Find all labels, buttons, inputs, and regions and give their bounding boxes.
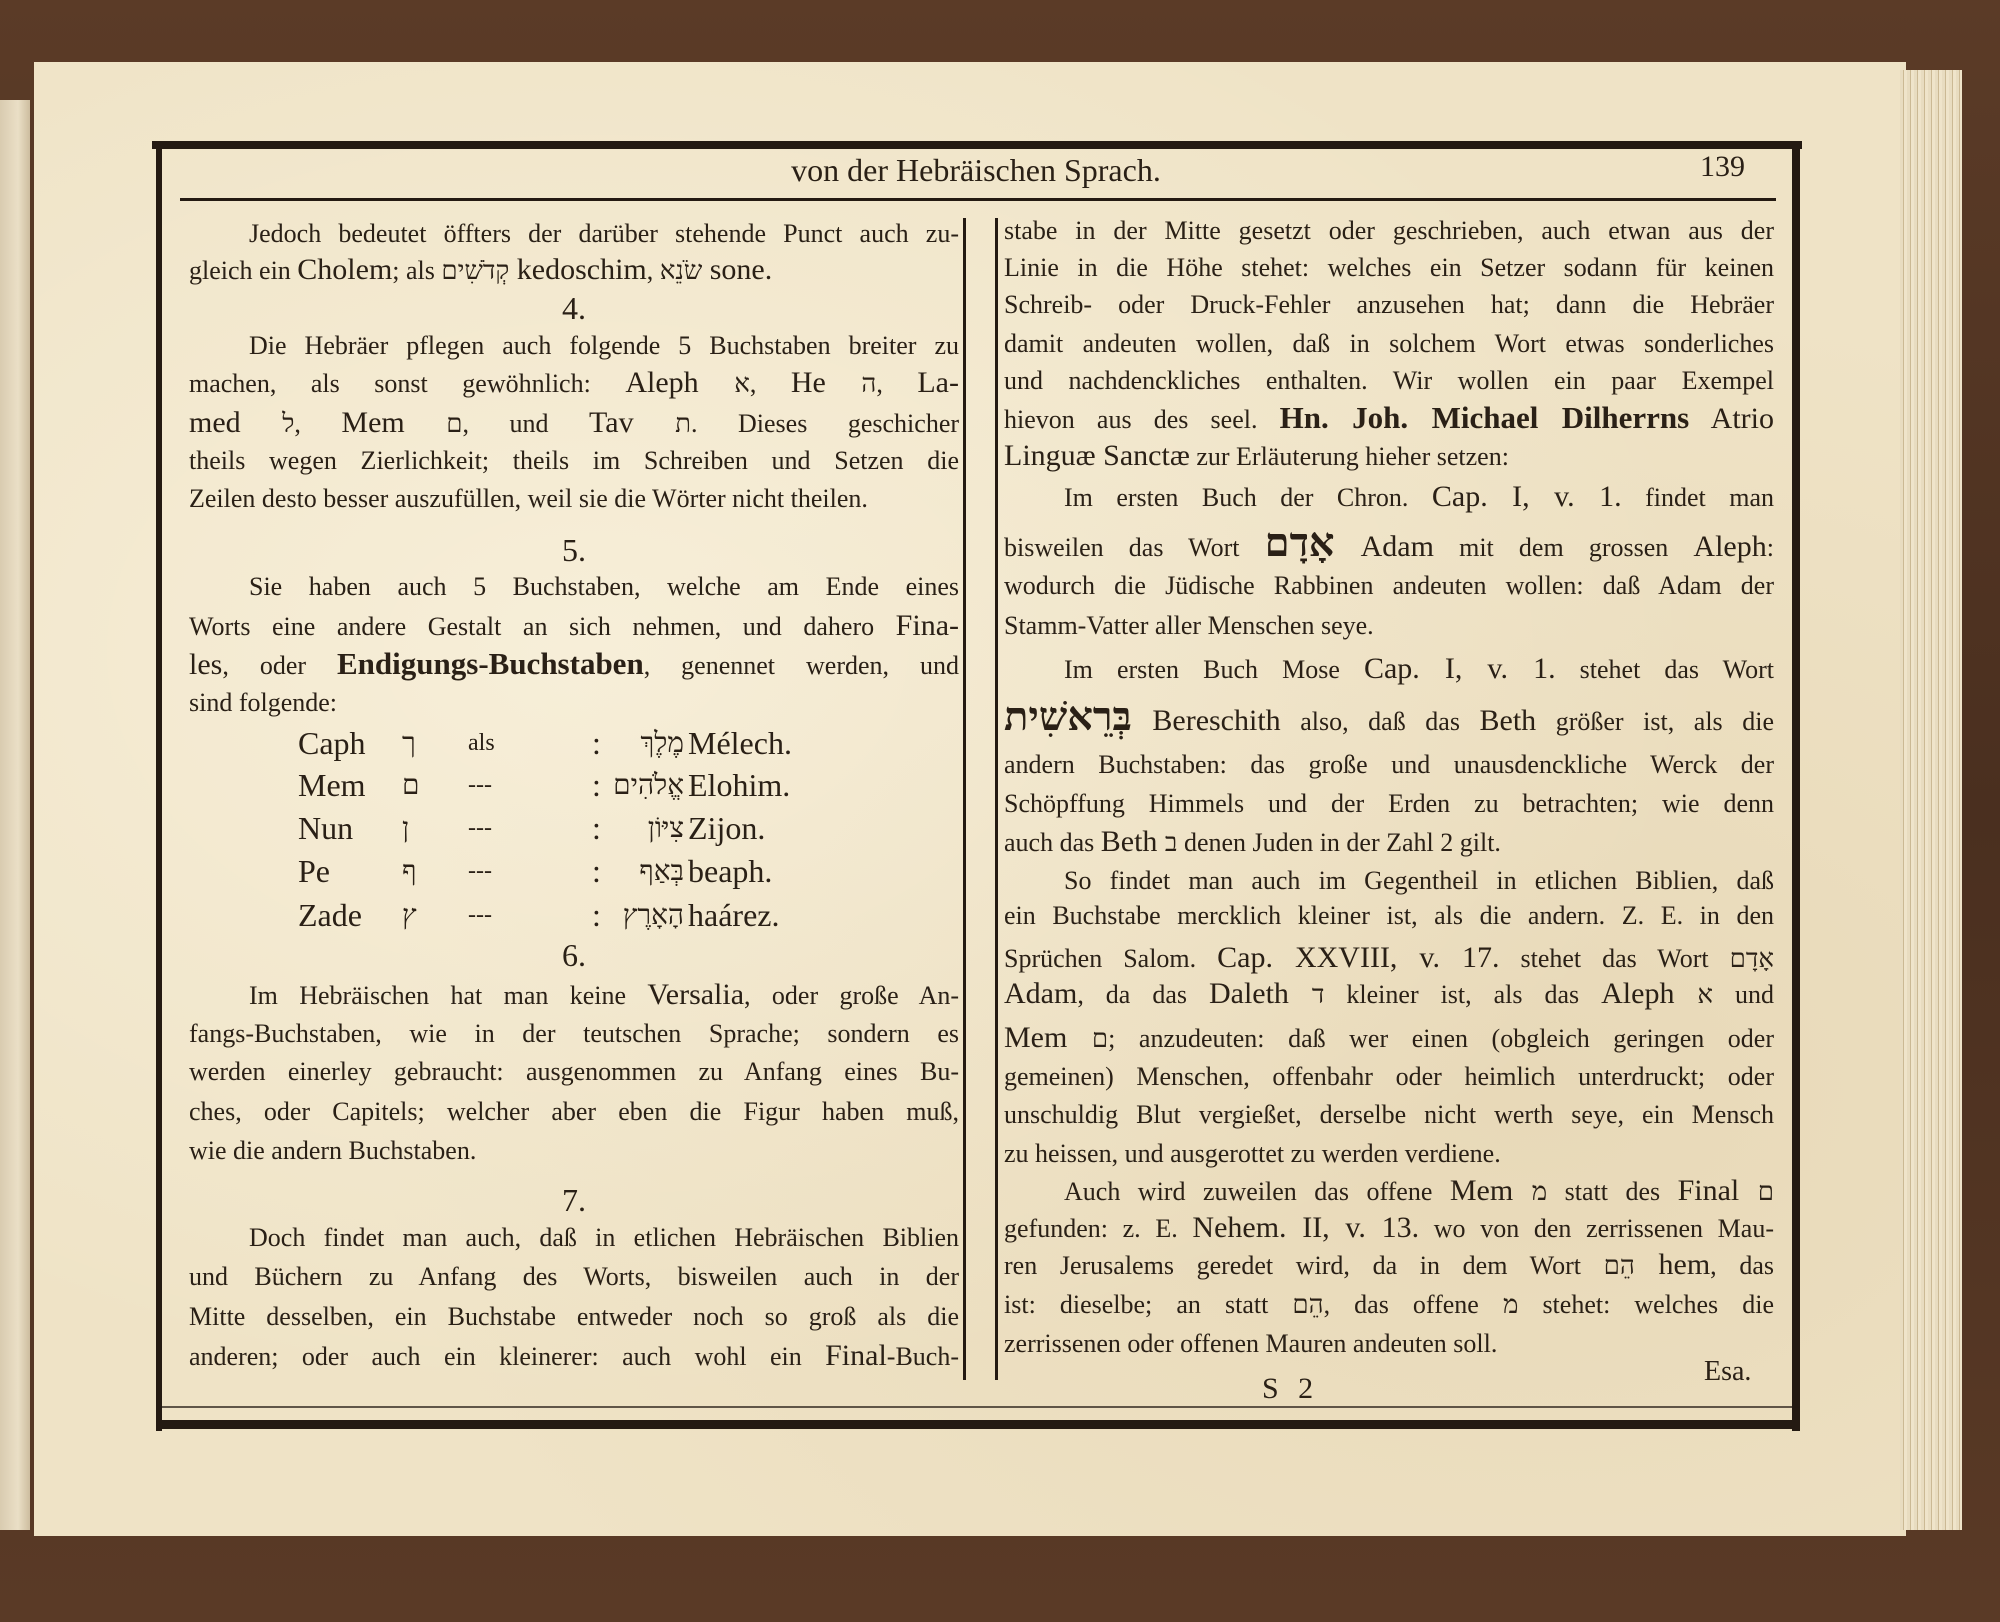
line-text: Im ersten Buch Mose [1064,655,1364,684]
line-text: theils wegen Zierlichkeit; theils im Schreiben und Setzen die [189,446,959,475]
line-text: ; als [392,256,442,285]
text-line [1004,896,1774,936]
text-line [1004,938,1774,978]
text-line [1004,1134,1774,1174]
line-text: ches, oder Capitels; welcher aber eben die Figur haben muß, [189,1097,959,1126]
separator-colon: : [592,853,601,889]
page-number: 139 [1700,150,1745,183]
transliteration: Elohim. [688,767,791,803]
page-stack-edge [1900,70,1962,1530]
text-line [1004,398,1774,438]
hebrew-word: הָאָרֶץ [622,898,684,931]
text-line [189,326,959,366]
final-letter-row [0,764,1000,806]
section-number [189,288,959,328]
line-text: fangs-Buchstaben, wie in der teutschen Sprache; sondern es [189,1019,959,1048]
line-text: und nachdenckliches enthalten. Wir wollen ein paar Exempel [1004,366,1774,395]
roman-text: Cap. I, v. 1. [1363,652,1556,685]
separator-colon: : [592,725,601,761]
roman-text: Mem [1004,1021,1092,1054]
letter-name: Pe [298,853,330,889]
roman-text: kedoschim [509,253,647,286]
text-line [189,214,959,254]
line-text: Worts eine andere Gestalt an sich nehmen, und dahero [189,612,896,641]
text-line [1004,248,1774,288]
separator: --- [468,902,492,928]
hebrew-text: ﬨ [675,409,691,439]
line-text: gefunden: z. E. [1004,1214,1193,1243]
hebrew-text: ﬦ [446,409,463,439]
text-line [1004,285,1774,325]
text-line [1004,477,1774,517]
line-text: anderen; oder auch ein kleinerer: auch wohl ein [189,1342,826,1371]
roman-text: Adam [1334,530,1434,563]
line-text: , da das [1077,980,1209,1009]
line-text: zur Erläuterung hieher setzen: [1189,442,1509,471]
final-letter: ך [402,726,416,759]
roman-text: Final [1677,1174,1758,1207]
text-line [1004,1095,1774,1135]
emphasized-text: Endigungs-Buchstaben [337,646,644,681]
roman-text: Bereschith [1131,704,1281,737]
frame-right-rule [1792,141,1800,1431]
section-number [189,1180,959,1220]
text-line [1004,606,1774,646]
line-text: Linie in die Höhe stehet: welches ein Setzer sodann für keinen [1004,253,1774,282]
roman-text: He [790,366,862,399]
line-text: , das [1710,1251,1774,1280]
text-line [189,567,959,607]
line-text: statt des [1547,1177,1678,1206]
roman-text: Atrio [1689,402,1775,435]
catchword: Esa. [1704,1356,1752,1387]
line-text: und [1713,980,1775,1009]
line-text: , [294,409,342,438]
line-text: ren Jerusalems geredet wird, da in dem Wort [1004,1251,1604,1280]
line-text: Schreib- oder Druck-Fehler anzusehen hat; dann die Hebräer [1004,290,1774,319]
line-text: machen, als sonst gewöhnlich: [189,369,626,398]
line-text: Sprüchen Salom. [1004,944,1218,973]
roman-text: Mem [341,406,447,439]
roman-text: Aleph [1601,977,1698,1010]
hebrew-word: בְּאַף [639,854,684,887]
text-line [189,1297,959,1337]
roman-text: Cap. I, v. 1. [1431,480,1622,513]
text-line [1004,1245,1774,1285]
hebrew-text: מ [1531,1177,1548,1207]
line-text: Mitte desselben, ein Buchstabe entweder noch so groß als die [189,1302,959,1331]
text-line [189,644,959,684]
text-line [1004,1171,1774,1211]
text-line [1004,1057,1774,1097]
hebrew-text: בְּרֵאשִׁית [1004,693,1132,740]
separator: --- [468,858,492,884]
roman-text: Mem [1449,1174,1532,1207]
line-text: ist: dieselbe; an statt [1004,1290,1293,1319]
line-text: , [646,256,660,285]
line-text: Sie haben auch 5 Buchstaben, welche am Ende eines [249,572,959,601]
roman-text: sone. [702,253,773,286]
line-text: . Dieses geschicher [690,409,960,438]
final-letter-row [0,807,1000,849]
hebrew-word: צִיּוֹן [647,811,684,844]
roman-text: Beth [1479,704,1537,737]
hebrew-text: שֹׂנֵא [659,256,703,286]
text-line [189,363,959,403]
hebrew-text: הֵם [1603,1251,1635,1281]
line-text: auch das [1004,828,1101,857]
text-line [1004,861,1774,901]
line-text: , das offene [1323,1290,1503,1319]
line-text: , oder große An- [744,981,959,1010]
text-line [1004,436,1774,476]
separator: als [468,730,495,756]
line-text: : [1766,533,1774,562]
text-line [1004,1018,1774,1058]
separator-colon: : [592,897,601,933]
text-line [189,1131,959,1171]
line-text: 4. [562,290,586,326]
roman-text: les [189,648,223,681]
roman-text: Final [825,1339,887,1372]
line-text: Jedoch bedeutet öffters der darüber stehende Punct auch zu- [249,219,959,248]
line-text: 7. [562,1182,586,1218]
separator-colon: : [592,767,601,803]
line-text: mit dem grossen [1433,533,1694,562]
line-text: 6. [562,937,586,973]
roman-text: Aleph [625,366,735,399]
roman-text: Adam [1004,977,1078,1010]
line-text: gleich ein [189,256,298,285]
line-text: sind folgende: [189,688,338,717]
line-text: Zeilen desto besser auszufüllen, weil sie die Wörter nicht theilen. [189,484,868,513]
line-text: 5. [562,532,586,568]
transliteration: haárez. [688,897,780,933]
hebrew-text: אָדָם [1729,944,1774,974]
hebrew-word: אֱלֹהִים [613,768,684,801]
section-number [189,935,959,975]
line-text: andern Buchstaben: das große und unausdenckliche Werck der [1004,750,1774,779]
roman-text: Cholem [297,253,393,286]
separator: --- [468,772,492,798]
line-text: Auch wird zuweilen das offene [1064,1177,1450,1206]
hebrew-text: ם [1091,1024,1109,1054]
roman-text: Nehem. II, v. 13. [1192,1211,1420,1244]
roman-text: La- [917,366,959,399]
line-text: , [876,369,918,398]
line-text: , [749,369,791,398]
letter-name: Mem [298,767,366,803]
text-line [1004,1324,1774,1364]
text-line [189,1092,959,1132]
right-column [1004,0,1774,1622]
hebrew-text: ﬡ [734,369,750,399]
text-line [189,683,959,723]
final-letter: ף [402,854,417,887]
text-line [1004,361,1774,401]
text-line [189,1052,959,1092]
line-text: größer ist, als die [1536,707,1774,736]
text-line [1004,745,1774,785]
hebrew-text: הֵם [1292,1290,1324,1320]
line-text: zerrissenen oder offenen Mauren andeuten soll. [1004,1329,1498,1358]
final-letter-row [0,850,1000,892]
line-text: , oder [222,651,337,680]
hebrew-text: ם [1757,1177,1774,1207]
line-text: Die Hebräer pflegen auch folgende 5 Buchstaben breiter zu [249,331,959,360]
hebrew-text: א [1697,980,1714,1010]
hebrew-text: ד [1311,980,1325,1010]
letter-name: Caph [298,725,366,761]
text-line [1004,1285,1774,1325]
roman-text: hem [1634,1248,1711,1281]
line-text: stehet das Wort [1499,944,1730,973]
line-text: also, daß das [1280,707,1480,736]
emphasized-text: Hn. Joh. Michael Dilherrns [1279,400,1690,435]
letter-name: Nun [298,810,354,846]
text-line [1004,822,1774,862]
roman-text: Versalia [647,978,745,1011]
text-line [1004,566,1774,606]
final-letter: ם [402,768,420,801]
hebrew-text: ﬥ [282,409,295,439]
line-text: wodurch die Jüdische Rabbinen andeuten wollen: daß Adam der [1004,571,1774,600]
transliteration: Zijon. [688,810,766,846]
running-title: von der Hebräischen Sprach. [791,152,1161,188]
line-text: stabe in der Mitte gesetzt oder geschrieben, auch etwan aus der [1004,216,1774,245]
line-text: unschuldig Blut vergießet, derselbe nicht werth seye, ein Mensch [1004,1100,1774,1129]
line-text: Im ersten Buch der Chron. [1064,483,1432,512]
text-line [189,441,959,481]
line-text: zu heissen, und ausgerottet zu werden verdiene. [1004,1139,1501,1168]
text-line [189,1218,959,1258]
transliteration: beaph. [688,853,773,889]
text-line [1004,519,1774,566]
hebrew-text: ﬣ [861,369,877,399]
line-text: Stamm-Vatter aller Menschen seye. [1004,611,1374,640]
text-line [1004,784,1774,824]
roman-text: Daleth [1208,977,1312,1010]
line-text: werden einerley gebraucht: ausgenommen zu Anfang eines Bu- [189,1057,959,1086]
letter-name: Zade [298,897,362,933]
roman-text: Tav [589,406,676,439]
line-text: kleiner ist, als das [1324,980,1602,1009]
line-text: wie die andern Buchstaben. [189,1136,477,1165]
roman-text: Linguæ Sanctæ [1004,439,1190,472]
text-line [1004,324,1774,364]
line-text: hievon aus des seel. [1004,405,1280,434]
hebrew-text: קְדֹשִׁים [441,256,510,286]
signature-mark: S 2 [1262,1372,1320,1405]
final-letter: ן [402,811,410,844]
line-text: ; anzudeuten: daß wer einen (obgleich geringen oder [1108,1024,1775,1053]
line-text: -Buch- [886,1342,959,1371]
text-line [189,1257,959,1297]
roman-text: Cap. XXVIII, v. 17. [1217,941,1500,974]
line-text: bisweilen das Wort [1004,533,1265,562]
line-text: damit andeuten wollen, daß in solchem Wort etwas sonderliches [1004,329,1774,358]
line-text: gemeinen) Menschen, offenbahr oder heimlich unterdruckt; oder [1004,1062,1774,1091]
separator: --- [468,815,492,841]
separator-colon: : [592,810,601,846]
line-text: Im Hebräischen hat man keine [249,981,648,1010]
roman-text: Fina- [895,609,959,642]
text-line [189,250,959,290]
hebrew-text: מ [1502,1290,1519,1320]
line-text: stehet: welches die [1518,1290,1774,1319]
line-text: wo von den zerrissenen Mau- [1419,1214,1774,1243]
text-line [189,403,959,443]
final-letter-row [0,722,1000,764]
text-line [189,479,959,519]
line-text: , und [462,409,590,438]
text-line [1004,1208,1774,1248]
line-text: Schöpffung Himmels und der Erden zu betrachten; wie denn [1004,789,1774,818]
final-letter: ץ [402,898,417,931]
line-text: denen Juden in der Zahl 2 gilt. [1177,828,1501,857]
final-letter-row [0,894,1000,936]
roman-text: med [189,406,283,439]
line-text: So findet man auch im Gegentheil in etlichen Biblien, daß [1064,866,1774,895]
line-text: Doch findet man auch, daß in etlichen Hebräischen Biblien [249,1223,959,1252]
line-text: findet man [1621,483,1774,512]
roman-text: Beth [1100,825,1165,858]
roman-text: Aleph [1693,530,1767,563]
text-line [1004,649,1774,689]
text-line [189,975,959,1015]
section-number [189,530,959,570]
line-text: ein Buchstabe mercklich kleiner ist, als die andern. Z. E. in den [1004,901,1774,930]
text-line [1004,974,1774,1014]
line-text: , genennet werden, und [643,651,959,680]
line-text: und Büchern zu Anfang des Worts, bisweilen auch in der [189,1262,959,1291]
text-line [1004,211,1774,251]
text-line [189,1336,959,1376]
hebrew-word: מֶלֶךְ [640,726,684,759]
hebrew-text: אָדָם [1264,519,1335,566]
text-line [1004,693,1774,740]
text-line [189,1014,959,1054]
transliteration: Mélech. [688,725,792,761]
line-text: stehet das Wort [1555,655,1774,684]
text-line [189,606,959,646]
hebrew-text: ב [1164,828,1178,858]
